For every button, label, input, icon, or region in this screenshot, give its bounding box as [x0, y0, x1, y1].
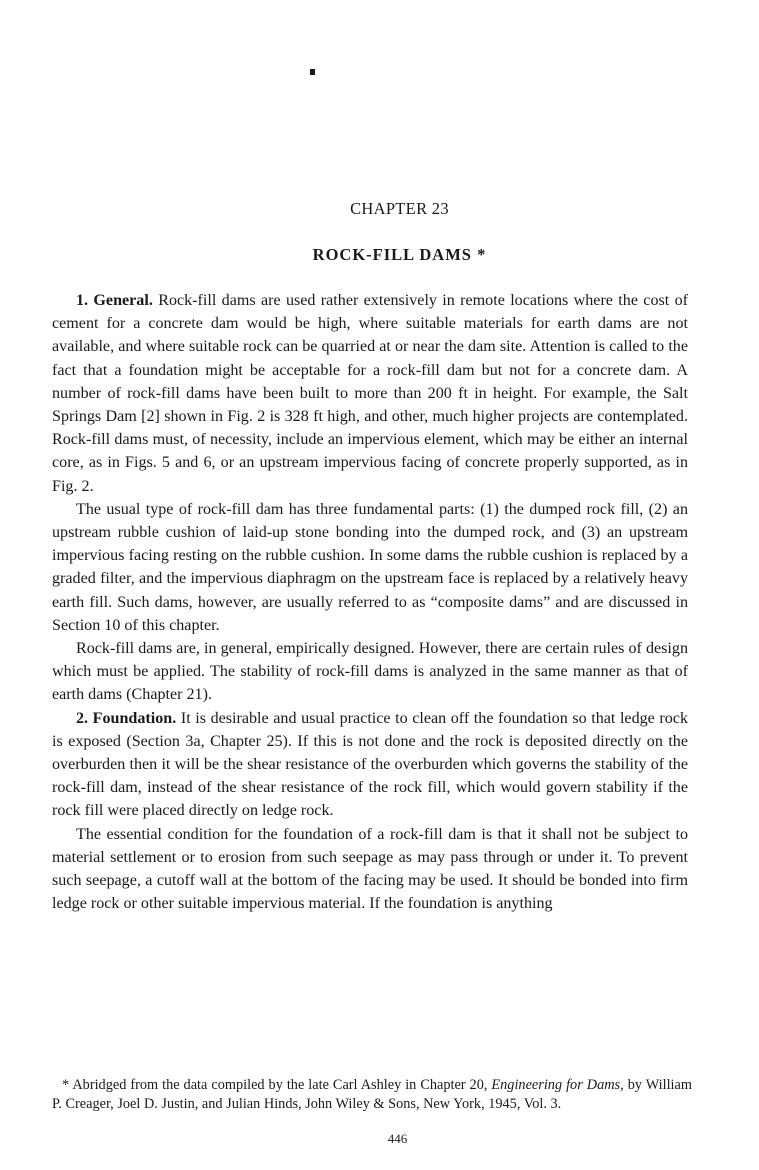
section-heading-general: 1. General. — [76, 292, 153, 309]
paragraph-fundamental-parts — [52, 498, 688, 637]
paragraph-text: Rock-fill dams are, in general, empirically designed. However, there are certain rules of design which must be applied. The stability of rock-fill dams is analyzed in the same manner as that of earth dams (Chapter 21). — [52, 640, 688, 704]
section-heading-foundation: 2. Foundation. — [76, 709, 177, 727]
body-text — [52, 289, 688, 915]
paragraph-text: The usual type of rock-fill dam has three fundamental parts: (1) the dumped rock fill, (2) an upstream rubble cushion of laid-up stone bonding into the dumped rock, and (3) an upstream impervious facing resting on the rubble cushion. In some dams the rubble cushion is replaced by a graded filter, and the impervious diaphragm on the upstream face is replaced by a relatively heavy earth fill. Such dams, however, are usually referred to as “composite dams” and are discussed in Section 10 of this chapter. — [52, 500, 688, 634]
paragraph-text: The essential condition for the foundation of a rock-fill dam is that it shall not be subject to material settlement or to erosion from such seepage as may pass through or under it. To prevent such seepage, a cutoff wall at the bottom of the facing may be used. It should be bonded into firm ledge rock or other suitable impervious material. If the foundation is anything — [52, 825, 688, 913]
paragraph-foundation-condition — [52, 823, 688, 916]
paragraph-foundation — [52, 707, 688, 823]
paragraph-text: It is desirable and usual practice to clean off the foundation so that ledge rock is exposed (Section 3a, Chapter 25). If this is not done and the rock is deposited directly on the overburden then it will be the shear resistance of the overburden which governs the stability of the rock-fill dam, instead of the shear resistance of the rock fill, which would govern stability if the rock fill were placed directly on ledge rock. — [52, 709, 688, 820]
chapter-title: ROCK-FILL DAMS * — [312, 245, 487, 264]
footnote-lead: * Abridged from the data compiled by the late Carl Ashley in Chapter 20, — [62, 1077, 492, 1093]
paragraph-design — [52, 637, 688, 707]
paragraph-general — [52, 289, 688, 498]
footnote — [52, 1076, 692, 1114]
chapter-label: CHAPTER 23 — [350, 199, 449, 218]
top-bullet-mark — [310, 69, 315, 75]
footnote-tail: by William P. Creager, Joel D. Justin, and Julian Hinds, John Wiley & Sons, New York, 1945, Vol. 3. — [52, 1077, 692, 1112]
page-number: 446 — [387, 1131, 408, 1146]
footnote-book-title: Engineering for Dams, — [491, 1077, 624, 1093]
paragraph-text: Rock-fill dams are used rather extensively in remote locations where the cost of cement for a concrete dam would be high, where suitable materials for earth dams are not available, and where suitable rock can be quarried at or near the dam site. Attention is called to the fact that a foundation might be acceptable for a rock-fill dam but not for a concrete dam. A number of rock-fill dams have been built to more than 200 ft in height. For example, the Salt Springs Dam [2] shown in Fig. 2 is 328 ft high, and other, much higher projects are contemplated. Rock-fill dams must, of necessity, include an impervious element, which may be either an internal core, as in Figs. 5 and 6, or an upstream impervious facing of concrete properly supported, as in Fig. 2. — [52, 292, 688, 495]
